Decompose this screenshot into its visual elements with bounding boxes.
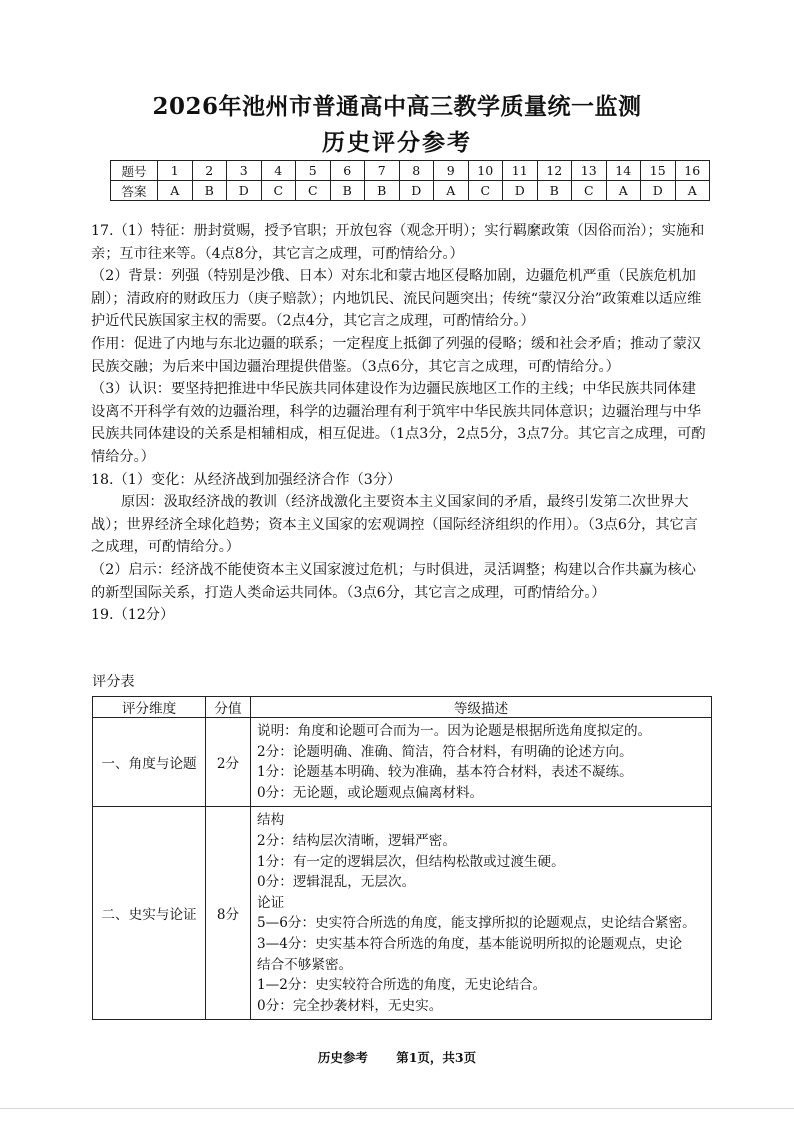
question-number: 10 bbox=[468, 161, 503, 181]
answer-cell: C bbox=[468, 181, 503, 201]
answer-cell: B bbox=[330, 181, 365, 201]
footer-page-number: 第1页，共3页 bbox=[396, 1050, 477, 1065]
answer-cell: A bbox=[434, 181, 469, 201]
answer-cell: C bbox=[572, 181, 607, 201]
answer-cell: B bbox=[365, 181, 400, 201]
description-line: 1分：有一定的逻辑层次，但结构松散或过渡生硬。 bbox=[257, 853, 565, 870]
question-number: 5 bbox=[296, 161, 331, 181]
header-dimension: 评分维度 bbox=[93, 697, 206, 718]
q17-part2-background: （2）背景：列强（特别是沙俄、日本）对东北和蒙古地区侵略加剧，边疆危机严重（民族危机加剧）；清政府的财政压力（庚子赔款）；内地饥民、流民问题突出；传统“蒙汉分治”政策难以适应维护近代民族国家主权的需要。（2点4分，其它言之成理，可酌情给分。） bbox=[91, 268, 702, 330]
question-number: 16 bbox=[675, 161, 710, 181]
description-line: 2分：论题明确、准确、简洁，符合材料，有明确的论述方向。 bbox=[257, 743, 633, 760]
answer-table bbox=[110, 160, 710, 201]
question-number: 7 bbox=[365, 161, 400, 181]
answer-cell: B bbox=[537, 181, 572, 201]
description-line: 1分：论题基本明确、较为准确，基本符合材料，表述不凝练。 bbox=[257, 764, 633, 781]
question-number: 9 bbox=[434, 161, 469, 181]
question-number: 8 bbox=[399, 161, 434, 181]
description-cell bbox=[251, 718, 712, 807]
answer-cell: D bbox=[227, 181, 262, 201]
scoring-table bbox=[92, 696, 712, 1020]
answer-cell: C bbox=[296, 181, 331, 201]
q17-part3: （3）认识：要坚持把推进中华民族共同体建设作为边疆民族地区工作的主线；中华民族共同体建设离不开科学有效的边疆治理，科学的边疆治理有利于筑牢中华民族共同体意识；边疆治理与中华民族共同体建设的关系是相辅相成，相互促进。（1点3分，2点5分，3点7分。其它言之成理，可酌情给分。） bbox=[91, 381, 706, 465]
question-number-row bbox=[111, 161, 710, 181]
dimension-cell: 一、角度与论题 bbox=[93, 718, 206, 807]
answer-cell: C bbox=[261, 181, 296, 201]
answer-row bbox=[111, 181, 710, 201]
answer-cell: A bbox=[606, 181, 641, 201]
question-number: 6 bbox=[330, 161, 365, 181]
description-line: 0分：完全抄袭材料，无史实。 bbox=[257, 997, 443, 1014]
q17-part2-effect: 作用：促进了内地与东北边疆的联系；一定程度上抵御了列强的侵略；缓和社会矛盾；推动了蒙汉民族交融；为后来中国边疆治理提供借鉴。（3点6分，其它言之成理，可酌情给分。） bbox=[91, 335, 702, 375]
scoring-table-label: 评分表 bbox=[92, 674, 135, 690]
description-line: 0分：无论题，或论题观点偏离材料。 bbox=[257, 784, 484, 801]
q18-part1: 18.（1）变化：从经济战到加强经济合作（3分） bbox=[91, 471, 402, 488]
question-number: 14 bbox=[606, 161, 641, 181]
question-number: 12 bbox=[537, 161, 572, 181]
page-footer bbox=[0, 1048, 794, 1066]
page-subtitle: 历史评分参考 bbox=[322, 129, 472, 156]
score-cell: 8分 bbox=[206, 807, 251, 1020]
q19-heading: 19.（12分） bbox=[91, 607, 175, 624]
answer-cell: B bbox=[192, 181, 227, 201]
q18-reasons: 原因：汲取经济战的教训（经济战激化主要资本主义国家间的矛盾，最终引发第二次世界大战）；世界经济全球化趋势；资本主义国家的宏观调控（国际经济组织的作用）。（3点6分，其它言之成理，可酌情给分。） bbox=[91, 494, 698, 556]
header-score: 分值 bbox=[206, 697, 251, 718]
question-number: 2 bbox=[192, 161, 227, 181]
answer-cell: D bbox=[503, 181, 538, 201]
answer-cell: D bbox=[399, 181, 434, 201]
description-line: 2分：结构层次清晰，逻辑严密。 bbox=[257, 832, 456, 849]
answer-body bbox=[91, 220, 707, 627]
answer-cell: D bbox=[641, 181, 676, 201]
row-label: 题号 bbox=[111, 161, 158, 181]
row-label: 答案 bbox=[111, 181, 158, 201]
description-cell bbox=[251, 807, 712, 1020]
exam-title: 2026年池州市普通高中高三教学质量统一监测 bbox=[152, 93, 642, 120]
description-line: 论证 bbox=[257, 894, 285, 911]
scoring-row bbox=[93, 807, 712, 1020]
description-line: 说明：角度和论题可合而为一。因为论题是根据所选角度拟定的。 bbox=[257, 723, 652, 739]
description-line: 0分：逻辑混乱，无层次。 bbox=[257, 874, 416, 891]
question-number: 13 bbox=[572, 161, 607, 181]
answer-cell: A bbox=[158, 181, 193, 201]
description-line: 3—4分：史实基本符合所选的角度，基本能说明所拟的论题观点，史论 bbox=[257, 935, 683, 952]
q18-part2: （2）启示：经济战不能使资本主义国家渡过危机；与时俱进，灵活调整；构建以合作共赢为核心的新型国际关系，打造人类命运共同体。（3点6分，其它言之成理，可酌情给分。） bbox=[91, 561, 696, 601]
bottom-divider bbox=[0, 1108, 794, 1109]
header-description: 等级描述 bbox=[251, 697, 712, 718]
question-number: 11 bbox=[503, 161, 538, 181]
footer-subject: 历史参考 bbox=[317, 1050, 368, 1065]
q17-part1: 17.（1）特征：册封赏赐，授予官职；开放包容（观念开明）；实行羁縻政策（因俗而治）；实施和亲；互市往来等。（4点8分，其它言之成理，可酌情给分。） bbox=[91, 223, 705, 262]
description-line: 结构 bbox=[257, 812, 285, 829]
dimension-cell: 二、史实与论证 bbox=[93, 807, 206, 1020]
answer-cell: A bbox=[675, 181, 710, 201]
description-line: 1—2分：史实较符合所选的角度，无史论结合。 bbox=[257, 977, 547, 994]
question-number: 15 bbox=[641, 161, 676, 181]
scoring-header-row bbox=[93, 697, 712, 718]
question-number: 3 bbox=[227, 161, 262, 181]
scoring-row bbox=[93, 718, 712, 807]
description-line: 5—6分：史实符合所选的角度，能支撑所拟的论题观点，史论结合紧密。 bbox=[257, 915, 696, 932]
score-cell: 2分 bbox=[206, 718, 251, 807]
description-line: 结合不够紧密。 bbox=[257, 956, 353, 973]
question-number: 4 bbox=[261, 161, 296, 181]
question-number: 1 bbox=[158, 161, 193, 181]
